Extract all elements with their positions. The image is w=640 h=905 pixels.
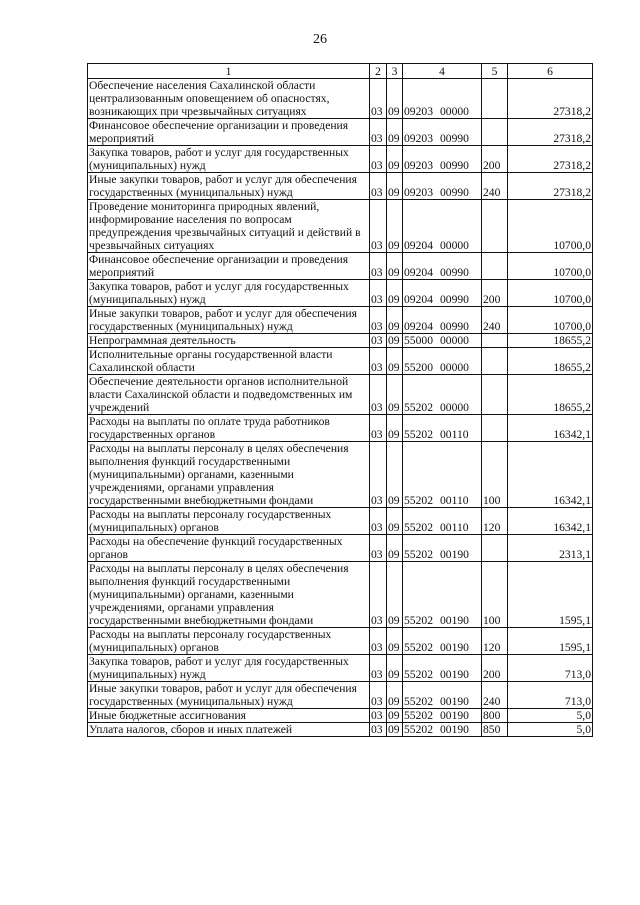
row-expense-type <box>482 119 508 146</box>
row-expense-type <box>482 200 508 253</box>
row-code-3: 09 <box>387 79 403 119</box>
row-direction-code: 00990 <box>439 266 469 279</box>
row-target-article <box>403 535 482 562</box>
row-expense-type: 850 <box>482 723 508 737</box>
row-name: Закупка товаров, работ и услуг для государственных (муниципальных) нужд <box>88 280 370 307</box>
row-program-code: 55202 <box>404 401 433 414</box>
table-row <box>88 375 593 415</box>
row-direction-code: 00110 <box>439 494 469 507</box>
row-name: Расходы на выплаты персоналу в целях обеспечения выполнения функций государственными (муниципальными) органами, казенными учреждениями, органами управления государственными внебюджетными фондами <box>88 442 370 508</box>
row-target-article <box>403 562 482 628</box>
row-code-2: 03 <box>370 334 387 348</box>
row-direction-code: 00190 <box>439 668 469 681</box>
row-code-3: 09 <box>387 562 403 628</box>
row-code-2: 03 <box>370 535 387 562</box>
row-name: Иные бюджетные ассигнования <box>88 709 370 723</box>
row-code-3: 09 <box>387 375 403 415</box>
row-amount: 5,0 <box>508 723 593 737</box>
row-code-3: 09 <box>387 508 403 535</box>
row-program-code: 55202 <box>404 641 433 654</box>
row-target-article <box>403 146 482 173</box>
row-name: Расходы на выплаты по оплате труда работников государственных органов <box>88 415 370 442</box>
row-amount: 5,0 <box>508 709 593 723</box>
row-expense-type: 120 <box>482 628 508 655</box>
row-code-2: 03 <box>370 562 387 628</box>
row-program-code: 55202 <box>404 614 433 627</box>
row-code-2: 03 <box>370 253 387 280</box>
row-direction-code: 00190 <box>439 723 469 736</box>
row-target-article <box>403 682 482 709</box>
row-code-3: 09 <box>387 173 403 200</box>
row-program-code: 55202 <box>404 521 433 534</box>
row-amount: 713,0 <box>508 682 593 709</box>
row-direction-code: 00990 <box>439 293 469 306</box>
row-target-article <box>403 508 482 535</box>
row-code-2: 03 <box>370 200 387 253</box>
row-code-2: 03 <box>370 79 387 119</box>
row-expense-type: 200 <box>482 655 508 682</box>
row-program-code: 09204 <box>404 239 433 252</box>
row-name: Закупка товаров, работ и услуг для государственных (муниципальных) нужд <box>88 655 370 682</box>
row-target-article <box>403 253 482 280</box>
budget-table <box>87 63 593 737</box>
page-number: 26 <box>313 32 327 47</box>
row-code-3: 09 <box>387 307 403 334</box>
row-code-2: 03 <box>370 628 387 655</box>
row-target-article <box>403 655 482 682</box>
row-target-article <box>403 348 482 375</box>
row-code-2: 03 <box>370 348 387 375</box>
row-amount: 27318,2 <box>508 79 593 119</box>
table-row <box>88 508 593 535</box>
row-expense-type <box>482 334 508 348</box>
row-direction-code: 00190 <box>439 614 469 627</box>
row-code-3: 09 <box>387 334 403 348</box>
row-amount: 16342,1 <box>508 508 593 535</box>
row-code-3: 09 <box>387 348 403 375</box>
row-program-code: 55202 <box>404 723 433 736</box>
row-amount: 10700,0 <box>508 200 593 253</box>
row-code-3: 09 <box>387 280 403 307</box>
row-program-code: 55202 <box>404 494 433 507</box>
row-code-2: 03 <box>370 375 387 415</box>
row-name: Исполнительные органы государственной власти Сахалинской области <box>88 348 370 375</box>
row-expense-type: 100 <box>482 442 508 508</box>
row-target-article <box>403 442 482 508</box>
table-body <box>88 79 593 737</box>
row-expense-type: 200 <box>482 146 508 173</box>
row-target-article <box>403 415 482 442</box>
column-header: 3 <box>387 64 403 79</box>
table-row <box>88 173 593 200</box>
row-direction-code: 00190 <box>439 641 469 654</box>
row-program-code: 09204 <box>404 320 433 333</box>
row-name: Непрограммная деятельность <box>88 334 370 348</box>
row-direction-code: 00190 <box>439 709 469 722</box>
row-amount: 10700,0 <box>508 280 593 307</box>
row-name: Закупка товаров, работ и услуг для государственных (муниципальных) нужд <box>88 146 370 173</box>
row-target-article <box>403 119 482 146</box>
row-name: Финансовое обеспечение организации и проведения мероприятий <box>88 119 370 146</box>
row-target-article <box>403 307 482 334</box>
row-direction-code: 00000 <box>439 239 469 252</box>
row-code-3: 09 <box>387 119 403 146</box>
row-code-3: 09 <box>387 655 403 682</box>
row-amount: 10700,0 <box>508 253 593 280</box>
row-program-code: 09203 <box>404 132 433 145</box>
row-amount: 1595,1 <box>508 628 593 655</box>
row-expense-type: 240 <box>482 307 508 334</box>
table-row <box>88 307 593 334</box>
row-code-3: 09 <box>387 442 403 508</box>
row-expense-type: 100 <box>482 562 508 628</box>
row-target-article <box>403 334 482 348</box>
row-amount: 2313,1 <box>508 535 593 562</box>
row-name: Проведение мониторинга природных явлений, информирование населения по вопросам предупреждения чрезвычайных ситуаций и действий в чрезвычайных ситуациях <box>88 200 370 253</box>
row-name: Расходы на выплаты персоналу государственных (муниципальных) органов <box>88 508 370 535</box>
table-row <box>88 535 593 562</box>
row-program-code: 09203 <box>404 159 433 172</box>
row-program-code: 55202 <box>404 428 433 441</box>
row-direction-code: 00000 <box>439 401 469 414</box>
row-program-code: 09204 <box>404 293 433 306</box>
row-amount: 18655,2 <box>508 334 593 348</box>
row-direction-code: 00190 <box>439 695 469 708</box>
row-expense-type <box>482 535 508 562</box>
row-code-2: 03 <box>370 723 387 737</box>
table-row <box>88 79 593 119</box>
row-name: Расходы на выплаты персоналу в целях обеспечения выполнения функций государственными (муниципальными) органами, казенными учреждениями, органами управления государственными внебюджетными фондами <box>88 562 370 628</box>
row-expense-type <box>482 348 508 375</box>
row-expense-type <box>482 79 508 119</box>
table-row <box>88 280 593 307</box>
row-target-article <box>403 709 482 723</box>
row-name: Расходы на выплаты персоналу государственных (муниципальных) органов <box>88 628 370 655</box>
table-row <box>88 442 593 508</box>
row-code-2: 03 <box>370 709 387 723</box>
row-program-code: 55202 <box>404 709 433 722</box>
row-target-article <box>403 173 482 200</box>
row-code-2: 03 <box>370 682 387 709</box>
row-name: Финансовое обеспечение организации и проведения мероприятий <box>88 253 370 280</box>
row-expense-type <box>482 375 508 415</box>
row-amount: 713,0 <box>508 655 593 682</box>
column-header: 6 <box>508 64 593 79</box>
row-name: Обеспечение населения Сахалинской области централизованным оповещением об опасностях, возникающих при чрезвычайных ситуациях <box>88 79 370 119</box>
row-direction-code: 00000 <box>439 361 469 374</box>
table-row <box>88 146 593 173</box>
row-program-code: 09204 <box>404 266 433 279</box>
row-program-code: 09203 <box>404 105 433 118</box>
row-amount: 27318,2 <box>508 119 593 146</box>
column-header: 5 <box>482 64 508 79</box>
row-code-2: 03 <box>370 146 387 173</box>
row-direction-code: 00110 <box>439 521 469 534</box>
row-direction-code: 00190 <box>439 548 469 561</box>
row-expense-type <box>482 415 508 442</box>
row-target-article <box>403 628 482 655</box>
row-code-2: 03 <box>370 442 387 508</box>
row-code-3: 09 <box>387 723 403 737</box>
row-direction-code: 00990 <box>439 132 469 145</box>
row-expense-type: 120 <box>482 508 508 535</box>
table-row <box>88 655 593 682</box>
table-row <box>88 562 593 628</box>
row-program-code: 55202 <box>404 548 433 561</box>
column-header: 2 <box>370 64 387 79</box>
row-amount: 27318,2 <box>508 173 593 200</box>
row-target-article <box>403 280 482 307</box>
row-code-2: 03 <box>370 173 387 200</box>
row-direction-code: 00990 <box>439 159 469 172</box>
row-amount: 18655,2 <box>508 375 593 415</box>
row-name: Иные закупки товаров, работ и услуг для обеспечения государственных (муниципальных) нужд <box>88 682 370 709</box>
column-header: 4 <box>403 64 482 79</box>
row-code-3: 09 <box>387 415 403 442</box>
row-name: Обеспечение деятельности органов исполнительной власти Сахалинской области и подведомственных им учреждений <box>88 375 370 415</box>
row-code-3: 09 <box>387 535 403 562</box>
row-amount: 16342,1 <box>508 442 593 508</box>
row-code-3: 09 <box>387 200 403 253</box>
row-expense-type: 240 <box>482 173 508 200</box>
row-code-2: 03 <box>370 307 387 334</box>
row-code-2: 03 <box>370 280 387 307</box>
row-code-2: 03 <box>370 119 387 146</box>
row-amount: 16342,1 <box>508 415 593 442</box>
table-row <box>88 723 593 737</box>
table-row <box>88 415 593 442</box>
row-amount: 1595,1 <box>508 562 593 628</box>
row-direction-code: 00990 <box>439 186 469 199</box>
row-amount: 18655,2 <box>508 348 593 375</box>
row-code-3: 09 <box>387 682 403 709</box>
row-code-2: 03 <box>370 655 387 682</box>
table-row <box>88 119 593 146</box>
row-target-article <box>403 200 482 253</box>
row-program-code: 55202 <box>404 668 433 681</box>
table-row <box>88 682 593 709</box>
row-direction-code: 00990 <box>439 320 469 333</box>
row-direction-code: 00000 <box>439 105 469 118</box>
row-target-article <box>403 723 482 737</box>
row-amount: 27318,2 <box>508 146 593 173</box>
row-program-code: 55000 <box>404 334 433 347</box>
row-direction-code: 00110 <box>439 428 469 441</box>
row-program-code: 55200 <box>404 361 433 374</box>
row-target-article <box>403 375 482 415</box>
row-program-code: 55202 <box>404 695 433 708</box>
table-row <box>88 200 593 253</box>
table-row <box>88 348 593 375</box>
row-program-code: 09203 <box>404 186 433 199</box>
row-expense-type: 240 <box>482 682 508 709</box>
row-name: Иные закупки товаров, работ и услуг для обеспечения государственных (муниципальных) нужд <box>88 307 370 334</box>
table-row <box>88 334 593 348</box>
row-expense-type <box>482 253 508 280</box>
row-name: Иные закупки товаров, работ и услуг для обеспечения государственных (муниципальных) нужд <box>88 173 370 200</box>
row-amount: 10700,0 <box>508 307 593 334</box>
column-header: 1 <box>88 64 370 79</box>
row-code-3: 09 <box>387 253 403 280</box>
row-expense-type: 800 <box>482 709 508 723</box>
row-target-article <box>403 79 482 119</box>
row-name: Расходы на обеспечение функций государственных органов <box>88 535 370 562</box>
row-direction-code: 00000 <box>439 334 469 347</box>
row-code-3: 09 <box>387 628 403 655</box>
row-code-2: 03 <box>370 508 387 535</box>
row-code-3: 09 <box>387 146 403 173</box>
row-expense-type: 200 <box>482 280 508 307</box>
table-row <box>88 709 593 723</box>
row-code-2: 03 <box>370 415 387 442</box>
row-name: Уплата налогов, сборов и иных платежей <box>88 723 370 737</box>
table-header-row <box>88 64 593 79</box>
row-code-3: 09 <box>387 709 403 723</box>
table-row <box>88 253 593 280</box>
table-row <box>88 628 593 655</box>
